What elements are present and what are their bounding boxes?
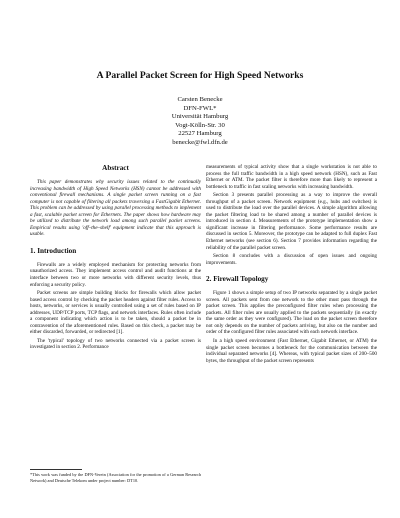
intro-paragraph: Firewalls are a widely employed mechanism for protecting networks from unauthorized access. They implement access control and audit functions at the interface between two or more networks with different security levels, thus enforcing a security policy.	[30, 261, 201, 288]
right-column	[206, 164, 377, 364]
intro-paragraph: Packet screens are simple building blocks for firewalls which allow packet based access control by checking the packet headers against filter rules. Access to hosts, networks, or services is usually controlled using a set of rules based on IP addresses, UDP/TCP ports, TCP flags, and network interfaces. Rules often include a component indicating which action is to be taken, should a packet be in contravention of the aforementioned rules. Based on this check, a packet may be either discarded, forwarded, or redirected [1].	[30, 290, 201, 336]
intro-paragraph: Section 8 concludes with a discussion of open issues and ongoing improvements.	[206, 253, 377, 266]
author-city: 22527 Hamburg	[178, 130, 222, 138]
author-affiliation: DFN-FWL*	[183, 104, 217, 112]
intro-continuation-paragraph: measurements of typical activity show that a single workstation is not able to process the full traffic bandwidth in a high speed network (HSN), such as Fast Ethernet or ATM. The packet filter is therefore more than likely to represent a bottleneck to traffic in fast scaling networks with increasing bandwidth.	[206, 164, 377, 190]
paper-title: A Parallel Packet Screen for High Speed Networks	[96, 70, 304, 81]
intro-paragraph: Section 3 presents parallel processing as a way to improve the overall throughput of a packet screen. Network equipment (e.g., hubs and switches) is used to distribute the load over the parallel devices. A simple algorithm allowing the packet filtering load to be shared among a number of parallel devices is introduced in section 4. Measurements of the prototype implementation show a significant increase in filtering performance. Some performance results are discussed in section 5. Moreover, the prototype can be adapted to full duplex Fast Ethernet networks (see section 6). Section 7 provides information regarding the reliability of the parallel packet screen.	[206, 192, 377, 251]
author-email: benecke@fwl.dfn.de	[172, 138, 228, 146]
abstract-text: This paper demonstrates why security issues related to the continually increasing bandwidth of High Speed Networks (HSN) cannot be addressed with conventional firewall mechanisms. A single packet screen running on a fast computer is not capable of filtering all packets traversing a FastGigabit Ethernet. This problem can be addressed by using parallel processing methods to implement a fast, scalable packet screen for Ethernets. The paper shows how hardware may be utilized to distribute the network load among such parallel packet screens. Empirical results using 'off–the–shelf' equipment indicate that this approach is usable.	[30, 179, 201, 238]
author-street: Vogt-Kölln-Str. 30	[175, 121, 225, 129]
section-heading-firewall-topology: 2. Firewall Topology	[206, 275, 269, 284]
author-university: Universität Hamburg	[171, 113, 229, 121]
footnote-rule	[30, 469, 82, 470]
author-block	[0, 96, 400, 148]
topology-paragraph: Figure 1 shows a simple setup of two IP networks separated by a single packet screen. All packets sent from one network to the other must pass through the packet screen. This applies the preconfigured filter rules when processing the packets. All filter rules are usually applied to the packets sequentially (in exactly the same order as they were configured). The load on the packet screen therefore not only depends on the number of packets arriving, but also on the number and order of the configured filter rules associated with each network interface.	[206, 290, 377, 336]
author-name: Carsten Benecke	[177, 96, 223, 103]
section-heading-introduction: 1. Introduction	[30, 246, 77, 255]
footnote: *This work was funded by the DFN-Verein (Association for the promotion of a German Research Network) and Deutsche Telekom under project number: DT10.	[30, 472, 201, 483]
topology-paragraph: In a high speed environment (Fast Ethernet, Gigabit Ethernet, or ATM) the single packet screen becomes a bottleneck for the communication between the individual separated networks [4]. Whereas, with typical packet sizes of 200–500 bytes, the throughput of the packet screen represents	[206, 338, 377, 364]
intro-paragraph: The 'typical' topology of two networks connected via a packet screen is investigated in section 2. Performance	[30, 337, 201, 351]
left-column	[30, 164, 201, 351]
abstract-heading: Abstract	[102, 164, 129, 172]
